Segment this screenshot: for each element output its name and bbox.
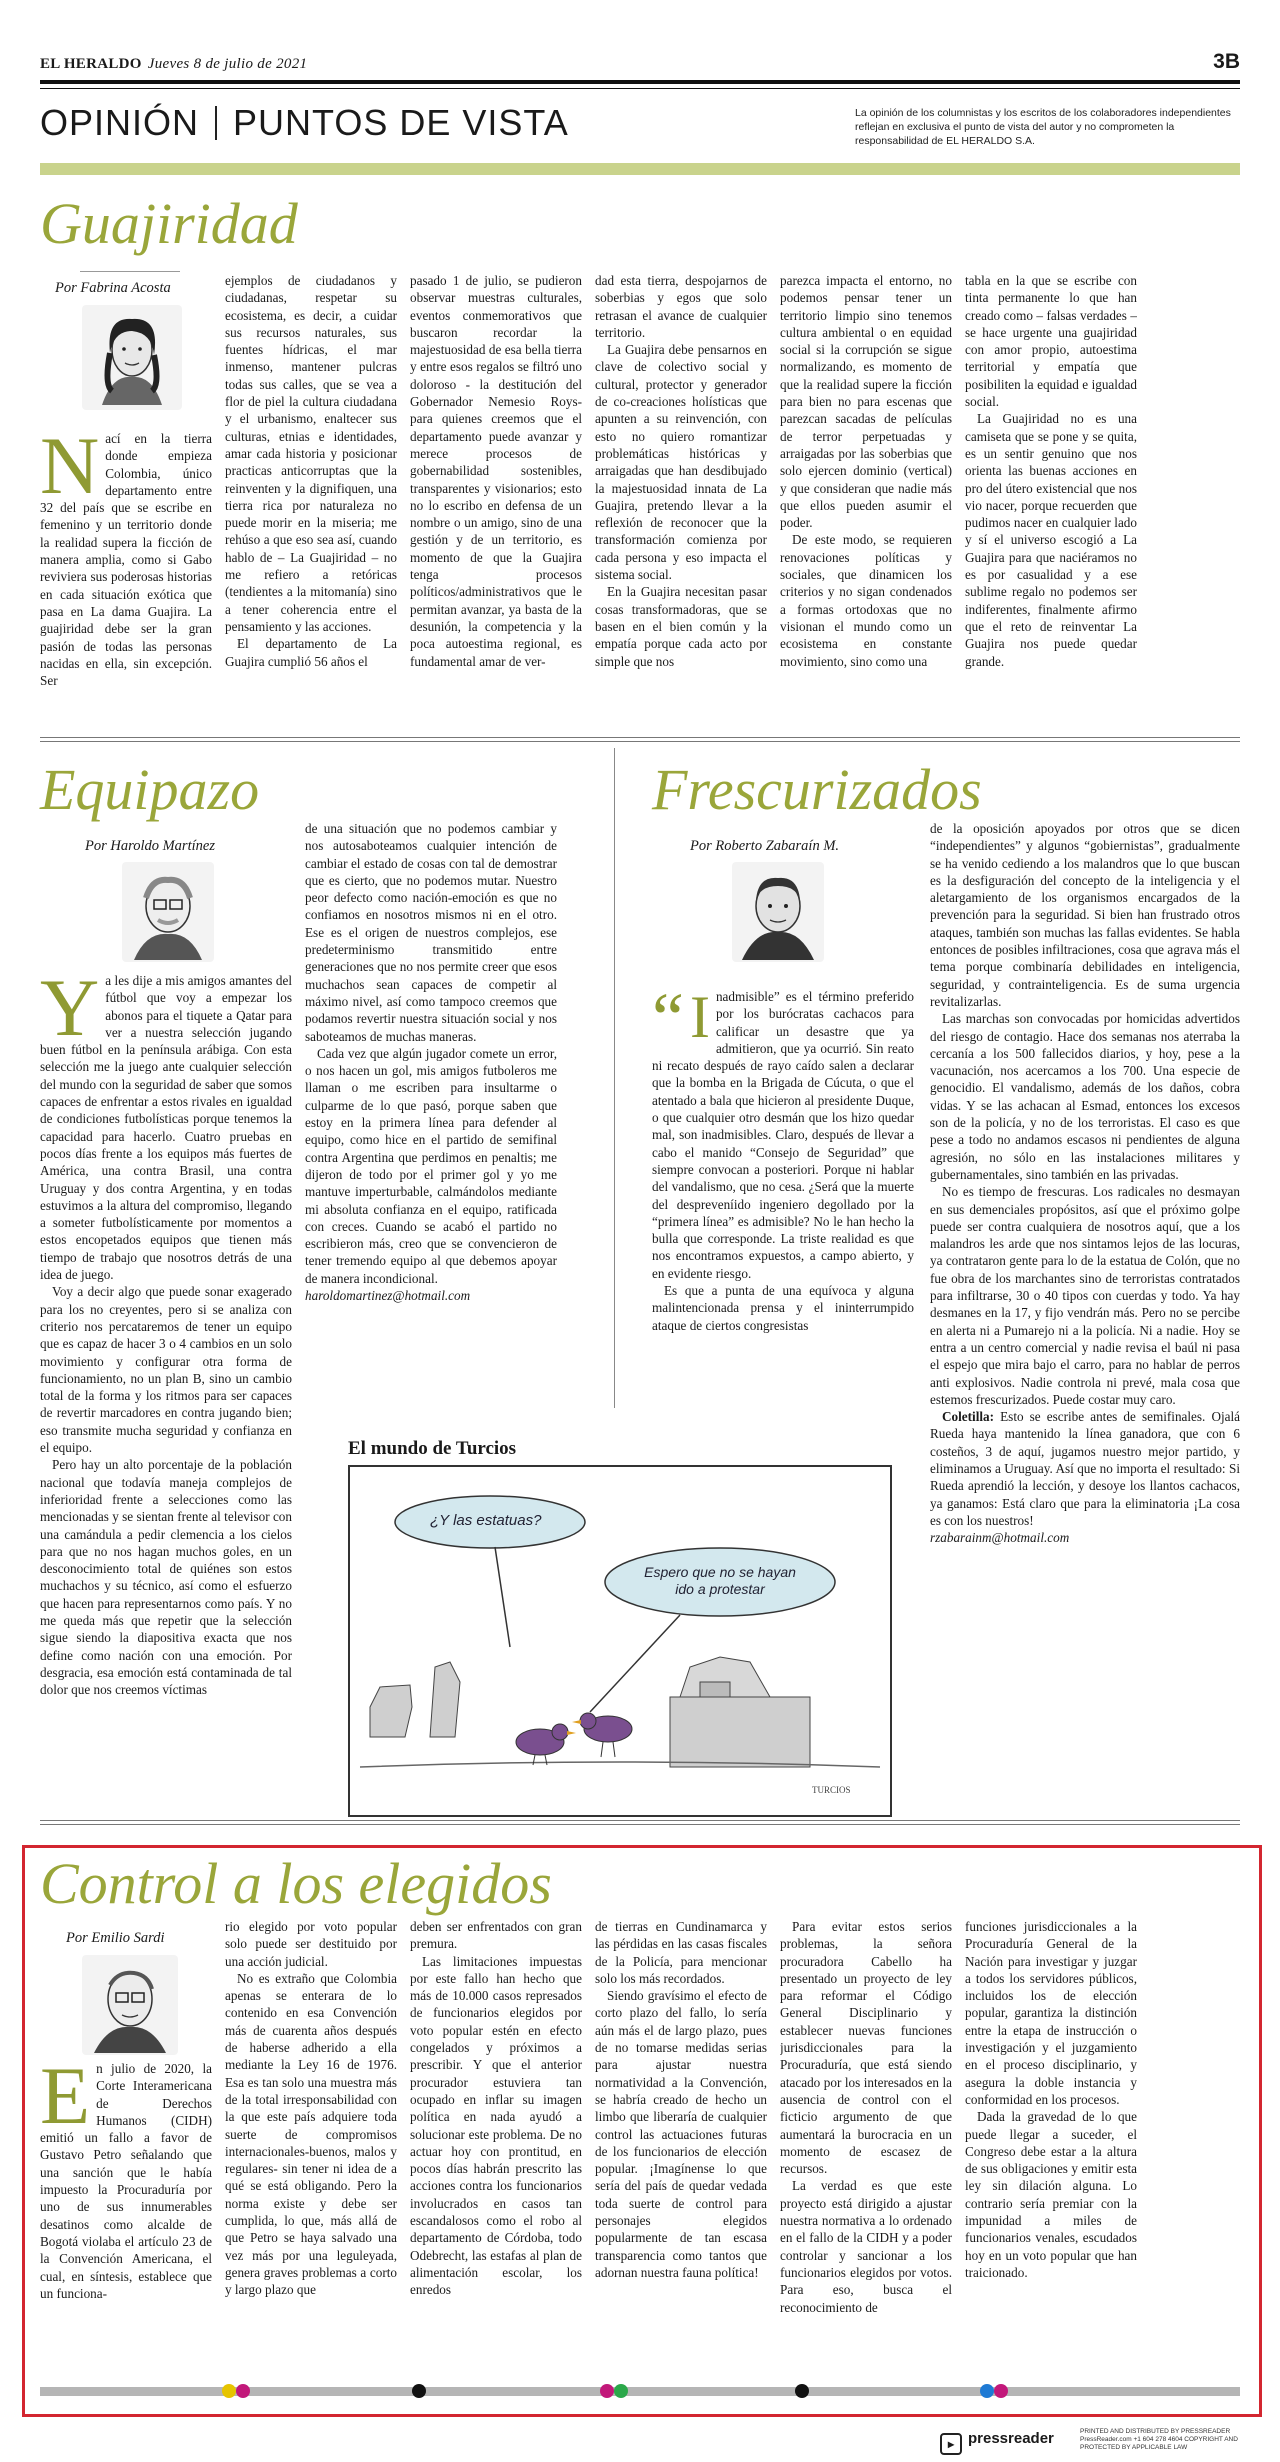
registration-dot-magenta <box>600 2384 614 2398</box>
paper-name: EL HERALDO <box>40 56 142 72</box>
paragraph: parezca impacta el entorno, no podemos pensar tener un territorio limpio sino tenemos cultura ambiental o en equidad social si la corrupción se sigue normalizando, es momento de que la realidad supere la ficción para bien no para escenas que parezcan sacadas de películas de terror perpetuadas y arraigadas por las soberbias que solo ejercen dominio (vertical) y que consideran que nadie más que ellos pueden asumir el poder. <box>780 273 952 531</box>
registration-dot-yellow <box>222 2384 236 2398</box>
section-title <box>40 102 569 144</box>
author-portrait-martinez <box>122 862 214 962</box>
frescurizados-col-2 <box>930 820 1240 1795</box>
speech-bubble-2: Espero que no se hayan ido a protestar <box>644 1564 796 1597</box>
equipazo-col-1 <box>40 972 292 1784</box>
guajiridad-col-3 <box>410 272 582 748</box>
issue-date: Jueves 8 de julio de 2021 <box>147 56 308 72</box>
section-left: OPINIÓN <box>40 102 200 143</box>
guajiridad-col-5 <box>780 272 952 748</box>
paragraph: de tierras en Cundinamarca y las pérdidas en las casas fiscales de la Policía, para mencionar solo los más recordados. <box>595 1919 767 1986</box>
author-email[interactable]: rzabarainm@hotmail.com <box>930 1530 1070 1546</box>
byline-frescurizados: Por Roberto Zabaraín M. <box>690 838 840 854</box>
header-green-bar <box>40 163 1240 175</box>
section-divider <box>215 106 217 140</box>
paragraph: Dada la gravedad de lo que puede llegar a suceder, el Congreso debe estar a la altura de sus obligaciones y emitir esta ley sin dilación alguna. Lo contrario sería premiar con la impunidad a miles de funcionarios venales, escudados hoy en un voto popular que han traicionado. <box>965 2109 1137 2280</box>
section-divider-rule <box>40 1824 1240 1825</box>
paragraph: n julio de 2020, la Corte Interamericana de Derechos Humanos (CIDH) emitió un fallo a favor de Gustavo Petro señalando que una sanción que le había impuesto la Procuraduría por uno de sus innumerables desatinos como alcalde de Bogotá violaba el artículo 23 de la Convención Americana, el cual, en síntesis, establece que un funciona- <box>40 2061 212 2301</box>
paragraph: Es que a punta de una equívoca y alguna malintencionada prensa y el ininterrumpido ataque de ciertos congresistas <box>652 1283 914 1333</box>
paragraph: ejemplos de ciudadanos y ciudadanas, respetar su ecosistema, es decir, a cuidar sus recursos naturales, sus fuentes hídricas, el mar inmenso, mantener pulcras todas sus calles, que se vea a flor de piel la cultura ciudadana y el urbanismo, enaltecer sus culturas, etnias e identidades, amar cada historia y posicionar practicas anticorruptas que la reinventen y la dignifiquen, una tierra rica por naturaleza no puede morir en la miseria; me rehúso a que eso sea así, cuando hablo de – La Guajiridad – no me refiero a retóricas (tendientes a la mitomanía) sino a tener coherencia entre el pensamiento y las acciones. <box>225 273 397 634</box>
headline-control: Control a los elegidos <box>40 1851 552 1916</box>
control-col-6 <box>965 1918 1137 2378</box>
paragraph: Siendo gravísimo el efecto de corto plazo del fallo, lo sería aún más el de largo plazo, pues de no tomarse medidas serias para ajustar nuestra normatividad a la Convención, se habría creado de hecho un limbo que liberaría de cualquier control las actuaciones futuras de los funcionarios de elección popular. ¡Imagínense lo que sería del país de quedar vedada toda suerte de control para personajes elegidos popularmente de tan escasa transparencia como tantos que adornan nuestra fauna política! <box>595 1988 767 2280</box>
control-col-2 <box>225 1918 397 2378</box>
author-portrait-sardi <box>82 1955 178 2055</box>
section-right: PUNTOS DE VISTA <box>233 102 569 143</box>
registration-dot-magenta <box>236 2384 250 2398</box>
section-divider-rule <box>40 737 1240 738</box>
paragraph: funciones jurisdiccionales a la Procuraduría General de la Nación para investigar y juzgar a todos los servidores públicos, incluidos los de elección popular, garantiza la distinción entre la etapa de instrucción o investigación y el juzgamiento en el proceso disciplinario, y asegura la doble instancia y conformidad en los procesos. <box>965 1919 1137 2107</box>
paragraph: La verdad es que este proyecto está dirigido a ajustar nuestra normativa a lo ordenado en el fallo de la CIDH y a poder controlar y sancionar a los funcionarios elegidos por votos. Para eso, busca el reconocimiento de <box>780 2178 952 2315</box>
byline-control: Por Emilio Sardi <box>66 1930 165 1946</box>
paragraph: dad esta tierra, despojarnos de soberbias y egos que solo retrasan el avance de cualquier territorio. <box>595 273 767 340</box>
paragraph: La Guajiridad no es una camiseta que se pone y se quita, es un sentir genuino que nos orienta las buenas acciones en pro del útero existencial que nos vio nacer, porque recuerden que pudimos nacer en cualquier lado y sí el universo escogió a La Guajira para que naciéramos no es por casualidad y a ese sublime regalo no podemos ser indiferentes, finalmente afirmo que el reto de reinventar La Guajira nos puede quedar grande. <box>965 411 1137 669</box>
frescurizados-col-1 <box>652 988 914 1408</box>
column-divider <box>614 748 615 1408</box>
paragraph: Cada vez que algún jugador comete un error, o nos hacen un gol, mis amigos futboleros me llaman o me escriben para insultarme o culparme de lo que pasó, porque saben que estoy en la primera línea para defender al equipo, como hice en el partido de semifinal contra Argentina que perdimos en penaltis; me dijeron de todo por el primer gol y yo me mantuve imperturbable, calmándolos mediante mi absoluta confianza en el equipo, ratificada con creces. Cuando se acabó el partido no escribieron más, creo que se convencieron de tener tremendo equipo al que debemos apoyar de manera incondicional. <box>305 1045 557 1286</box>
paragraph: La Guajira debe pensarnos en clave de colectivo social y cultural, protector y generador de co-creaciones holísticas que apunten a su reinvención, con esto no quiero romantizar problemáticas históricas y arraigadas que han desdibujado la majestuosidad innata de La Guajira, pretendo llevar a la reflexión de reconocer que la transformación comienza por cada persona y eso impacta el sistema social. <box>595 342 767 583</box>
paragraph: El departamento de La Guajira cumplió 56 años el <box>225 636 397 669</box>
coletilla-label: Coletilla: <box>942 1409 995 1425</box>
cartoon-title: El mundo de Turcios <box>348 1438 517 1459</box>
cartoonist-signature: TURCIOS <box>812 1785 851 1795</box>
headline-equipazo: Equipazo <box>40 757 260 822</box>
guajiridad-col-2 <box>225 272 397 748</box>
footer-smallprint: PRINTED AND DISTRIBUTED BY PRESSREADER PressReader.com +1 604 278 4604 COPYRIGHT AND PROTECTED BY APPLICABLE LAW <box>1080 2428 1238 2451</box>
footer-bar <box>40 2387 1240 2396</box>
control-col-3 <box>410 1918 582 2378</box>
registration-dot-cyan <box>980 2384 994 2398</box>
paragraph: de una situación que no podemos cambiar y nos autosaboteamos cualquier intención de cambiar el estado de cosas con tal de demostrar que es cierto, que no podemos mutar. Nuestro peor defecto como nación-emoción es que no confiamos en nosotros mismos ni en el otro. Ese es el origen de nuestros complejos, ese predeterminismo transmitido entre generaciones que no nos permite creer que esos muchachos sean capaces de competir al máximo nivel, así como tampoco creemos que podamos revertir nuestra situación social y nos saboteamos de muchas maneras. <box>305 821 557 1044</box>
quote-mark: “ <box>652 988 684 1058</box>
speech-bubble-1: ¿Y las estatuas? <box>430 1512 542 1529</box>
paragraph: En la Guajira necesitan pasar cosas transformadoras, que se basen en el bien común y la empatía porque cada acto por simple que nos <box>595 584 767 669</box>
paragraph: Esto se escribe antes de semifinales. Ojalá Rueda haya mantenido la línea ganadora, que con 6 costeños, 3 de aquí, jugamos nuestro mejor partido, y eliminamos a Uruguay. Así que no importa el resultado: Si Rueda aprendió la lección, y desoye los llantos cachacos, ya ganamos: Está claro que para la eliminatoria ¡La cosa es con los nuestros! <box>930 1409 1240 1528</box>
author-email[interactable]: haroldomartinez@hotmail.com <box>305 1288 471 1304</box>
drop-cap: I <box>689 988 710 1050</box>
registration-dot-magenta <box>994 2384 1008 2398</box>
paragraph: Para evitar estos serios problemas, la señora procuradora Cabello ha presentado un proyecto de ley para reformar el Código General Disciplinario y establecer nuevas funciones jurisdiccionales para la Procuraduría, que está siendo atacado por los interesados en la ausencia de control con el ficticio argumento de que aumentará la burocracia en un momento de escasez de recursos. <box>780 1919 952 2177</box>
header-rule-thin <box>40 88 1240 89</box>
byline-equipazo: Por Haroldo Martínez <box>85 838 215 854</box>
masthead <box>40 56 307 73</box>
paragraph: ací en la tierra donde empieza Colombia, único departamento entre 32 del país que se escribe en femenino y un territorio donde la realidad supera la ficción de manera amplia, como si Gabo reviviera sus poderosas historias en cada situación exótica que pasa en La dama Guajira. La guajiridad debe ser la gran pasión de todas las personas nacidas en ella, sin excepción. Ser <box>40 431 212 689</box>
paragraph: Pero hay un alto porcentaje de la población nacional que todavía maneja complejos de inferioridad frente a selecciones como las mencionadas y se sientan frente al televisor con una camándula a pedir clemencia a los cielos para que no nos hagan muchos goles, en un desconocimiento total de quiénes son estos muchachos y su técnico, así como el esfuerzo que hacen para representarnos como país. Y no me queda más que repetir que la selección sigue siendo la diapositiva exacta que nos define como nación con una emoción. Por desgracia, esa emoción está contaminada de tal dolor que nos creemos víctimas <box>40 1457 292 1698</box>
control-col-4 <box>595 1918 767 2378</box>
author-portrait-zabarain <box>732 862 824 962</box>
pressreader-logo[interactable] <box>940 2430 1054 2455</box>
paragraph: pasado 1 de julio, se pudieron observar muestras culturales, eventos conmemorativos que buscaron recordar la majestuosidad de esa bella tierra y entre esos regalos se filtró uno doloroso - la destitución del Gobernador Nemesio Roys- para quienes creemos que el departamento puede avanzar y merece procesos de gobernabilidad sostenibles, transparentes y visionarios; esto no lo escribo en defensa de un nombre o un amigo, sino de una gestión y de un territorio, es momento de que la Guajira tenga procesos políticos/administrativos que le permitan avanzar, ya basta de la desunión, la competencia y la poca autoestima regional, es fundamental amar de ver- <box>410 273 582 669</box>
paragraph: Las marchas son convocadas por homicidas advertidos del riesgo de contagio. Hace dos semanas nos aterraba la cercanía a los 500 fallecidos diarios, y hoy, pese a la vacunación, nos acercamos a los 700. Una especie de genocidio. El vandalismo, además de los daños, cobra vidas. Y se las achacan al Esmad, entonces los excesos son de la policía, y no de los terroristas. El caso es que pese a todo no andamos escasos ni pendientes de alguna agresión, no sólo en las instalaciones militares y gubernamentales, sino también en las privadas. <box>930 1011 1240 1182</box>
paragraph: tabla en la que se escribe con tinta permanente lo que han creado como – falsas verdades – se hace urgente una guajiridad con amor propio, autoestima territorial y empatía que posibiliten la equidad e igualdad social. <box>965 273 1137 410</box>
author-portrait-acosta <box>82 305 182 410</box>
registration-dot-black <box>412 2384 426 2398</box>
page-number: 3B <box>1213 50 1240 73</box>
header-rule <box>40 80 1240 84</box>
registration-dot-green <box>614 2384 628 2398</box>
paragraph: De este modo, se requieren renovaciones políticas y sociales, que dinamicen los criterios y no sigan condenados a formas ortodoxas que no visionan el mundo como un ecosistema en constante movimiento, sino como una <box>780 532 952 669</box>
paragraph: nadmisible” es el término preferido por los burócratas cachacos para calificar un desastre que ya admitieron, que ya ocurrió. Sin reato ni recato después de rayo caído salen a declarar que la bomba en la Brigada de Cúcuta, o que el atentado a bala que hicieron al presidente Duque, o que cualquier otro desmán que los hizo quedar mal, son inadmisibles. Claro, después de llevar a cabo el manido “Consejo de Seguridad” que siempre convocan a posteriori. Porque ni hablar del vandalismo, que no cesa. ¿Será que la muerte del despreveníido ingeniero degollado por la “primera línea” es admisible? No le han hecho la bulla que corresponde. La triste realidad es que nos encontramos expuestos, a campo abierto, y en evidente riesgo. <box>652 989 914 1281</box>
control-col-1 <box>40 2060 212 2378</box>
paragraph: No es extraño que Colombia apenas se enterara de lo contenido en esa Convención más de cuarenta años después de haberse adherido a ella mediante la Ley 16 de 1976. Esa es tan solo una muestra más de la total irresponsabilidad con la que este país adquiere toda suerte de compromisos internacionales-buenos, malos y regulares- sin tener ni idea de a qué se está obligando. Pero la norma existe y debe ser cumplida, lo que, más allá de que Petro se haya salvado una vez más por una leguleyada, genera graves problemas a corto y largo plazo que <box>225 1970 397 2298</box>
section-divider-rule <box>40 1820 1240 1821</box>
headline-guajiridad: Guajiridad <box>40 191 298 256</box>
equipazo-col-2 <box>305 820 557 1400</box>
paragraph: rio elegido por voto popular solo puede ser destituido por una acción judicial. <box>225 1919 397 1969</box>
paragraph: a les dije a mis amigos amantes del fútbol que voy a empezar los abonos para el tiquete a Qatar para ver a nuestra selección jugando buen fútbol en la península arábiga. Con esta selección me la juego ante cualquier selección del mundo con la seguridad de saber que somos capaces de enfrentar a estos rivales en igualdad de condiciones futbolísticas porque tenemos la capacidad para hacerlo. Cuatro pruebas en pocos días frente a los equipos más fuertes de América, una contra Brasil, una contra Uruguay y dos contra Argentina, y en todas estuvimos a la altura del compromiso, llegando a someter futbolísticamente por momentos a estos encopetados equipos que tienen más tiempo de trabajo que nosotros detrás de una idea de juego. <box>40 973 292 1283</box>
pressreader-brand: pressreader <box>968 2430 1054 2447</box>
paragraph: No es tiempo de frescuras. Los radicales no desmayan en sus demenciales propósitos, así que el próximo golpe puede ser contra cualquiera de nosotros aquí, que a los malandros les arde que nos sintamos lejos de las locuras, ya contrataron gente para lo de la estatua de Colón, que no fue obra de los marchantes sino de terroristas contratados para infiltrarse, 30 o 40 tipos con cuerdas y todo. Ya hay desmanes en la 17, y fijo vendrán más. Pero no se percibe en alerta ni a Pumarejo ni a la policía. Ni a nadie. Hoy se entra a un centro comercial y nadie revisa el baúl ni pasa el espejo que mira bajo el carro, para no hablar de perros anti explosivos. Nadie controla ni prevé, mala cosa que estemos frescurizados. Puede costar muy caro. <box>930 1184 1240 1407</box>
paragraph: deben ser enfrentados con gran premura. <box>410 1919 582 1952</box>
drop-cap: N <box>40 430 100 511</box>
drop-cap: E <box>40 2060 91 2141</box>
section-divider-rule <box>40 741 1240 742</box>
paragraph: de la oposición apoyados por otros que se dicen “independientes” y algunos “gobiernistas”, gradualmente se ha venido cediendo a los malandros que lo que buscan es la desfiguración del concepto de la inteligencia y el aletargamiento de los organismos encargados de la prevención para la seguridad. Si bien han frustrado otros ataques, también son muchas las fallas evidentes. Se habla entonces de posibles infiltraciones, cosa que agrava más el tema porque combinaría debilidades en inteligencia, seguridad, y contrainteligencia. Es de suma urgencia revitalizarlas. <box>930 821 1240 1009</box>
paragraph: Voy a decir algo que puede sonar exagerado para los no creyentes, pero si se analiza con criterio nos percataremos de tener un equipo que es capaz de hacer 3 o 4 cambios en un solo movimiento y configurar otra forma de funcionamiento, no un plan B, sino un cambio total de la forma y los ritmos para ser capaces de revertir marcadores en contra jugando bien; eso transmite mucha seguridad y confianza en el equipo. <box>40 1284 292 1456</box>
registration-dot-black <box>795 2384 809 2398</box>
guajiridad-col-4 <box>595 272 767 748</box>
headline-frescurizados: Frescurizados <box>652 757 982 822</box>
control-col-5 <box>780 1918 952 2378</box>
pressreader-icon: ▸ <box>940 2433 962 2455</box>
guajiridad-col-6 <box>965 272 1137 748</box>
drop-cap: Y <box>40 972 100 1053</box>
guajiridad-col-1 <box>40 430 212 748</box>
byline-rule <box>80 271 180 272</box>
byline-guajiridad: Por Fabrina Acosta <box>55 280 171 296</box>
paragraph: Las limitaciones impuestas por este fallo han hecho que más de 10.000 casos represados de funcionarios elegidos por voto popular estén en efecto congelados y próximos a prescribir. Y que el anterior procurador estuviera tan ocupado en inflar su imagen política en nada ayudó a solucionar este problema. De no actuar hoy con prontitud, en pocos días habrán prescrito las acciones contra los funcionarios involucrados en casos tan escandalosos como el robo al departamento de Córdoba, todo Odebrecht, las estafas al plan de alimentación escolar, los enredos <box>410 1953 582 2298</box>
cartoon-panel <box>348 1465 892 1817</box>
disclaimer: La opinión de los columnistas y los escritos de los colaboradores independientes reflejan en exclusiva el punto de vista del autor y no comprometen la responsabilidad de EL HERALDO S.A. <box>855 107 1231 147</box>
